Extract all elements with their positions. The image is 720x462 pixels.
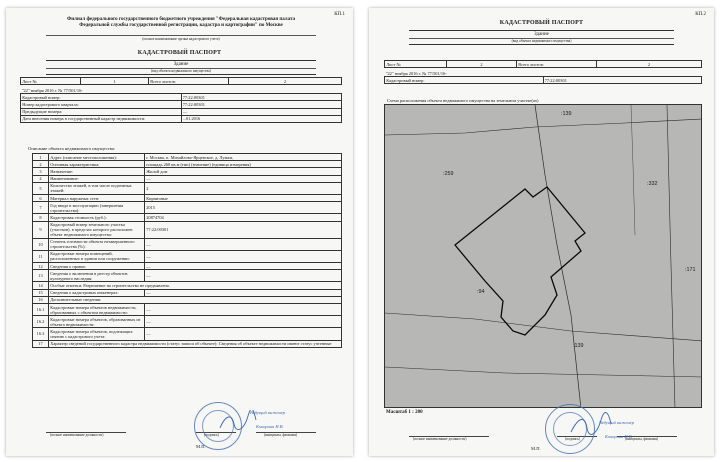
stamp-name: Кокорина Н.В.: [256, 424, 284, 429]
row-number: 16.1: [33, 304, 49, 316]
row-value: —: [145, 304, 342, 316]
table-row: [33, 316, 342, 328]
row-value: Кирпичные: [145, 194, 342, 201]
row-number: 7: [33, 202, 49, 214]
table-row: [33, 175, 342, 182]
cadastral-passport-sheet-2: [369, 8, 714, 456]
table-row: Лист № 1 Всего листов: 2: [21, 78, 342, 85]
header-table-2: [384, 70, 702, 84]
table-row: [33, 340, 342, 347]
parcel-boundary-line: [667, 105, 675, 408]
parcel-number-label: :94: [477, 289, 485, 295]
object-type-caption: (вид объекта недвижимого имущества): [511, 39, 572, 43]
table-row: [33, 154, 342, 161]
mp-label: М.П.: [531, 446, 541, 451]
table-row: [33, 289, 342, 296]
row-label: Назначение:: [49, 168, 145, 175]
row-number: 4: [33, 175, 49, 182]
object-type-value: Здание: [409, 31, 674, 39]
table-row: "22" ноября 2016 г. № 77/501/16-: [385, 70, 447, 76]
row-label: Сведения о включении в реестр объектов культурного наследия:: [49, 270, 145, 282]
row-number: 9: [33, 221, 49, 238]
caption-signature: (подпись): [204, 433, 219, 437]
header-table-2: [20, 87, 342, 123]
row-value: 20874704: [145, 214, 342, 221]
document-title: КАДАСТРОВЫЙ ПАСПОРТ: [137, 50, 222, 56]
row-label: Сведения о кадастровых инженерах:: [49, 289, 145, 296]
row-value: —: [145, 289, 342, 296]
sheet-label: КП.2: [695, 12, 706, 17]
table-row: [33, 263, 342, 270]
caption-position: (полное наименование должности): [413, 437, 467, 441]
row-number: 17: [33, 340, 49, 347]
table-row: [33, 250, 342, 262]
object-type-box: [46, 60, 316, 75]
organization-title: Филиал федерального государственного бюджетного учреждения "Федеральная кадастровая палата Федеральной службы государственной регистрации, кадастра и картографии" по Москве: [67, 17, 295, 28]
row-value: площадь 260 кв.м (тип) (значение) (единица измерения): [145, 161, 342, 168]
parcel-number-label: :332: [647, 181, 658, 187]
row-value: —: [145, 250, 342, 262]
object-type-box: [409, 30, 674, 45]
caption-initials: (инициалы, фамилия): [264, 433, 298, 437]
table-row: Дата внесения номера в государственный кадастр недвижимости: ...01.2016: [21, 115, 342, 122]
row-label: Количество этажей, в том числе подземных этажей:: [49, 182, 145, 194]
document-title: КАДАСТРОВЫЙ ПАСПОРТ: [499, 20, 584, 26]
table-row: [33, 270, 342, 282]
sheet-label: КП.1: [334, 12, 345, 17]
table-row: Предыдущие номера: —: [21, 108, 342, 115]
row-value: 2: [145, 182, 342, 194]
row-number: 10: [33, 238, 49, 250]
parcel-boundary-line: [385, 119, 702, 135]
object-type-value: Здание: [46, 61, 316, 69]
parcel-number-label: :139: [573, 343, 584, 349]
table-row: Кадастровый номер: 77:22:00301: [385, 77, 702, 84]
row-number: 13: [33, 270, 49, 282]
row-label: Год ввода в эксплуатацию (завершения строительства):: [49, 202, 145, 214]
caption-initials: (инициалы, фамилия): [625, 437, 659, 441]
row-value: —: [145, 238, 342, 250]
table-row: "22" ноября 2016 г. № 77/501/16-: [21, 87, 83, 93]
cadastral-passport-sheet-1: [6, 8, 353, 456]
row-number: 3: [33, 168, 49, 175]
table-row: [33, 214, 342, 221]
table-row: [33, 238, 342, 250]
row-number: 6: [33, 194, 49, 201]
row-value: —: [145, 270, 342, 282]
table-row: [33, 221, 342, 238]
parcel-boundary-line: [631, 105, 635, 235]
row-number: 14: [33, 282, 49, 289]
row-label: Сведения о правах:: [49, 263, 145, 270]
row-number: 2: [33, 161, 49, 168]
stamp-name: Кокорина Н.В.: [605, 434, 633, 439]
row-number: 1: [33, 154, 49, 161]
table-row: [33, 202, 342, 214]
row-label: Дополнительные сведения:: [49, 296, 342, 303]
row-label: Наименование:: [49, 175, 145, 182]
row-label: Кадастровая стоимость (руб.):: [49, 214, 145, 221]
description-title: Описание объекта недвижимого имущества:: [28, 146, 116, 151]
building-footprint: [455, 187, 585, 335]
table-row: Кадастровый номер: 77:22:00301: [21, 94, 342, 101]
row-label: Кадастровые номера объектов, подлежащих снятию с кадастрового учета:: [49, 328, 145, 340]
table-row: [33, 168, 342, 175]
object-type-caption: (вид объекта недвижимого имущества): [151, 69, 211, 73]
row-value: 77:22:00301: [145, 221, 342, 238]
row-number: 11: [33, 250, 49, 262]
row-value: 2015: [145, 202, 342, 214]
header-table: [20, 77, 342, 85]
row-label: Адрес (описание местоположения):: [49, 154, 145, 161]
mp-label: М.П.: [196, 444, 206, 449]
row-label: Материал наружных стен:: [49, 194, 145, 201]
parcel-number-label: :139: [561, 111, 572, 117]
site-plan-map: [384, 104, 702, 408]
row-number: 16.3: [33, 328, 49, 340]
description-table: [32, 153, 342, 348]
row-value: г. Москва, п. Михайлово-Ярцевское, д. Лужки,: [145, 154, 342, 161]
caption-position: (полное наименование должности): [50, 433, 104, 437]
row-label: Кадастровые номера объектов, образованных из объекта недвижимости:: [49, 316, 145, 328]
row-label: Кадастровые номера объектов недвижимости, образованных с объектом недвижимости:: [49, 304, 145, 316]
row-label: Характер сведений государственного кадастра недвижимости (статус записи об объекте): Сведения об объекте недвижимости имеют статус учтенные: [49, 340, 342, 347]
row-label: Степень готовности объекта незавершенного строительства (%):: [49, 238, 145, 250]
row-value: —: [145, 175, 342, 182]
scheme-title: Схема расположения объекта недвижимого имущества на земельном участке(ах): [387, 98, 539, 103]
row-number: 16: [33, 296, 49, 303]
row-value: —: [145, 263, 342, 270]
table-row: [33, 304, 342, 316]
header-table: [384, 60, 702, 68]
row-number: 15: [33, 289, 49, 296]
row-label: Кадастровые номера помещений, расположенных в здании или сооружении:: [49, 250, 145, 262]
table-row: [33, 161, 342, 168]
parcel-number-label: :259: [443, 171, 454, 177]
row-label: Основная характеристика:: [49, 161, 145, 168]
table-row: Номер кадастрового квартала: 77:22:00301: [21, 101, 342, 108]
table-row: [33, 194, 342, 201]
stamp-title: Ведущий инженер: [599, 420, 634, 425]
scale-label: Масштаб 1 : 200: [386, 410, 423, 415]
row-value: Жилой дом: [145, 168, 342, 175]
table-row: [33, 328, 342, 340]
table-row: [33, 282, 342, 289]
row-label: Особые отметки: Разрешение на строительство не предъявлено.: [49, 282, 342, 289]
stamp-title: Ведущий инженер: [250, 410, 285, 415]
parcel-number-label: :171: [685, 267, 696, 273]
row-value: —: [145, 328, 342, 340]
row-number: 8: [33, 214, 49, 221]
row-value: —: [145, 316, 342, 328]
caption-signature: (подпись): [565, 437, 580, 441]
row-number: 12: [33, 263, 49, 270]
site-plan-drawing: [385, 105, 702, 408]
row-number: 5: [33, 182, 49, 194]
row-number: 16.2: [33, 316, 49, 328]
row-label: Кадастровый номер земельного участка (участков), в пределах которого расположен объект недвижимого имущества:: [49, 221, 145, 238]
organization-caption: (полное наименование органа кадастрового учета): [46, 35, 316, 41]
table-row: [33, 296, 342, 303]
table-row: [33, 182, 342, 194]
parcel-boundary-line: [385, 367, 702, 377]
table-row: Лист № 2 Всего листов: 2: [385, 61, 702, 68]
